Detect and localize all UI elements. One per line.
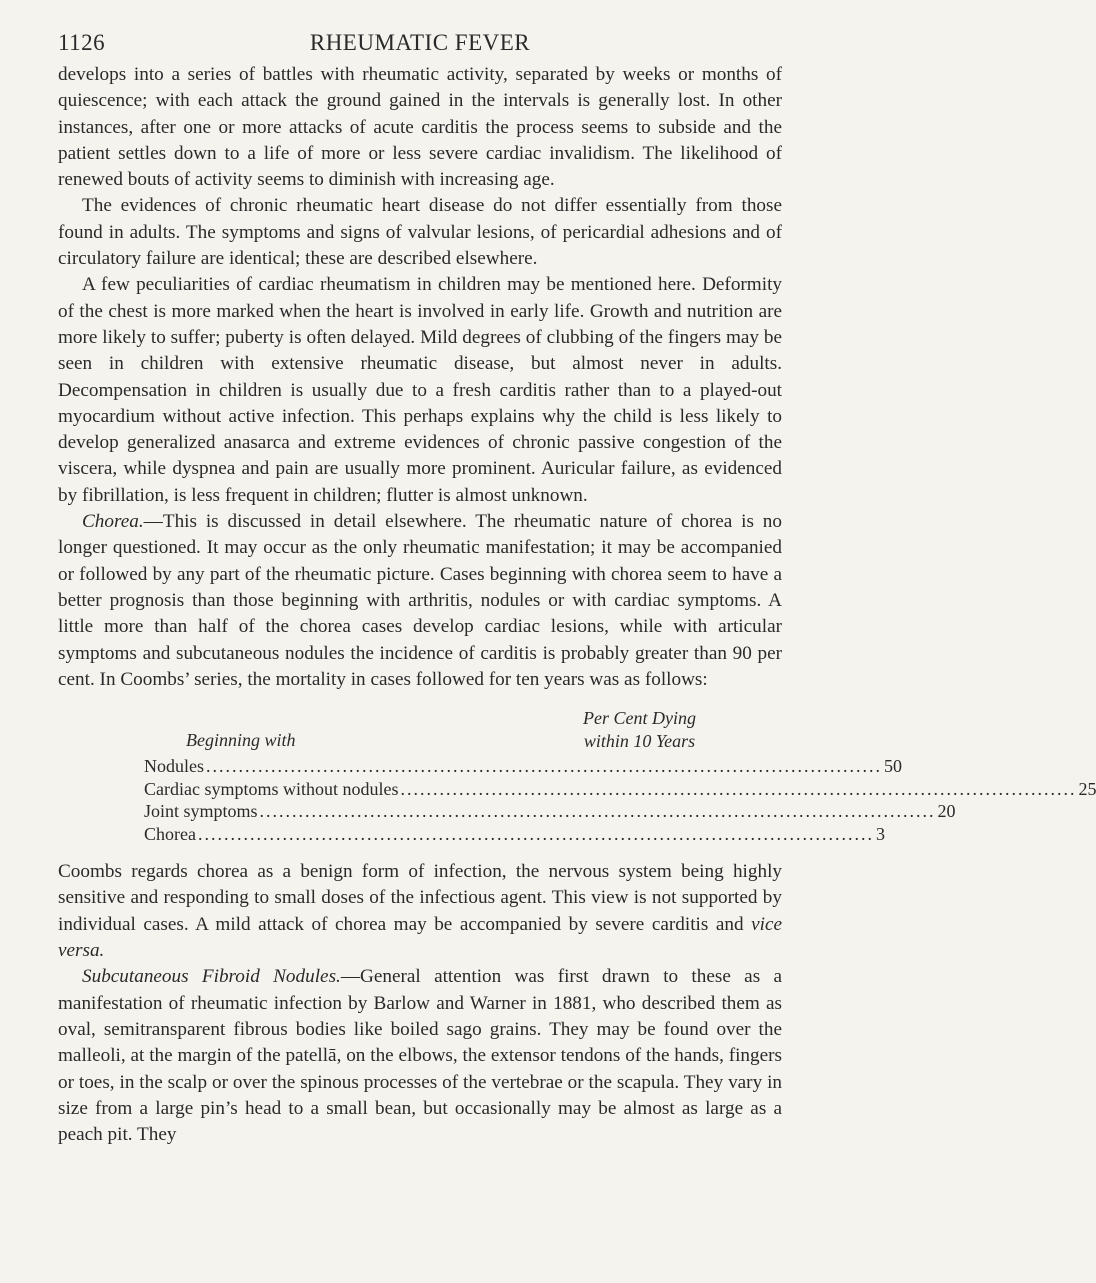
table-col-right-header	[583, 707, 696, 752]
table-col-right-header-line1: Per Cent Dying	[583, 708, 696, 729]
vice-versa: vice versa.	[58, 913, 782, 962]
paragraph-chorea	[58, 509, 782, 693]
table-row-leader: ........................................................................................................	[400, 778, 1077, 799]
table-header	[58, 707, 782, 755]
table-row-value: 50	[884, 756, 902, 777]
table-row	[58, 800, 956, 823]
paragraph-nodules	[58, 964, 782, 1148]
table-row	[58, 823, 885, 846]
coombs-text: Coombs regards chorea as a benign form of infection, the nervous system being highly sensitive and responding to small doses of the infectious agent. This view is not supported by individual cases. A mild attack of chorea may be accompanied by severe carditis and	[58, 861, 782, 935]
running-header	[58, 20, 782, 60]
body-text	[58, 62, 1096, 1148]
chorea-heading: Chorea.	[82, 511, 144, 533]
table-row-value: 25	[1078, 778, 1096, 799]
mortality-table	[58, 707, 1096, 845]
chapter-title: RHEUMATIC FEVER	[309, 30, 531, 55]
table-col-right-header-line2: within 10 Years	[583, 730, 696, 751]
table-row-value: 3	[875, 823, 885, 844]
table-row-label: Cardiac symptoms without nodules	[144, 778, 399, 799]
paragraph-coombs	[58, 859, 782, 964]
chorea-text: —This is discussed in detail elsewhere. The rheumatic nature of chorea is no longer questioned. It may occur as the only rheumatic manifestation; it may be accompanied or followed by any part of the rheumatic picture. Cases beginning with chorea seem to have a better prognosis than those beginning with arthritis, nodules or with cardiac symptoms. A little more than half of the chorea cases develop cardiac lesions, while with articular symptoms and subcutaneous nodules the incidence of carditis is probably greater than 90 per cent. In Coombs’ series, the mortality in cases followed for ten years was as follows:	[58, 511, 782, 690]
table-row	[58, 778, 1096, 801]
table-row-leader: ........................................................................................................	[259, 801, 936, 822]
table-row-label: Nodules	[144, 756, 204, 777]
table-row-leader: ........................................................................................................	[206, 756, 882, 777]
paragraph-chronic-disease: The evidences of chronic rheumatic heart disease do not differ essentially from those found in adults. The symptoms and signs of valvular lesions, of pericardial adhesions and of circulatory failure are identical; these are described elsewhere.	[58, 195, 782, 270]
table-row-label: Chorea	[144, 823, 196, 844]
table-row-leader: ........................................................................................................	[197, 823, 874, 844]
nodules-heading: Subcutaneous Fibroid Nodules.	[82, 966, 341, 988]
table-col-left-header: Beginning with	[186, 730, 296, 751]
paragraph-peculiarities: A few peculiarities of cardiac rheumatism in children may be mentioned here. Deformity of the chest is more marked when the heart is involved in early life. Growth and nutrition are more likely to suffer; puberty is often delayed. Mild degrees of clubbing of the fingers may be seen in children with extensive rheumatic disease, but almost never in adults. Decompensation in children is usually due to a fresh carditis rather than to a played-out myocardium without active infection. This perhaps explains why the child is less likely to develop generalized anasarca and extreme evidences of chronic passive congestion of the viscera, while dyspnea and pain are usually more prominent. Auricular failure, as evidenced by fibrillation, is less frequent in children; flutter is almost unknown.	[58, 274, 782, 506]
table-row-label: Joint symptoms	[144, 801, 258, 822]
paragraph-continued: develops into a series of battles with rheumatic activity, separated by weeks or months of quiescence; with each attack the ground gained in the intervals is generally lost. In other instances, after one or more attacks of acute carditis the process seems to subside and the patient settles down to a life of more or less severe cardiac invalidism. The likelihood of renewed bouts of activity seems to diminish with increasing age.	[58, 64, 782, 191]
nodules-text: —General attention was first drawn to these as a manifestation of rheumatic infection by Barlow and Warner in 1881, who described them as oval, semitransparent fibrous bodies like boiled sago grains. They may be found over the malleoli, at the margin of the patellā, on the elbows, the extensor tendons of the hands, fingers or toes, in the scalp or over the spinous processes of the vertebrae or the scapula. They vary in size from a large pin’s head to a small bean, but occasionally may be almost as large as a peach pit. They	[58, 966, 782, 1146]
table-row-value: 20	[937, 801, 956, 822]
table-row	[58, 755, 902, 778]
page-number: 1126	[58, 30, 106, 55]
